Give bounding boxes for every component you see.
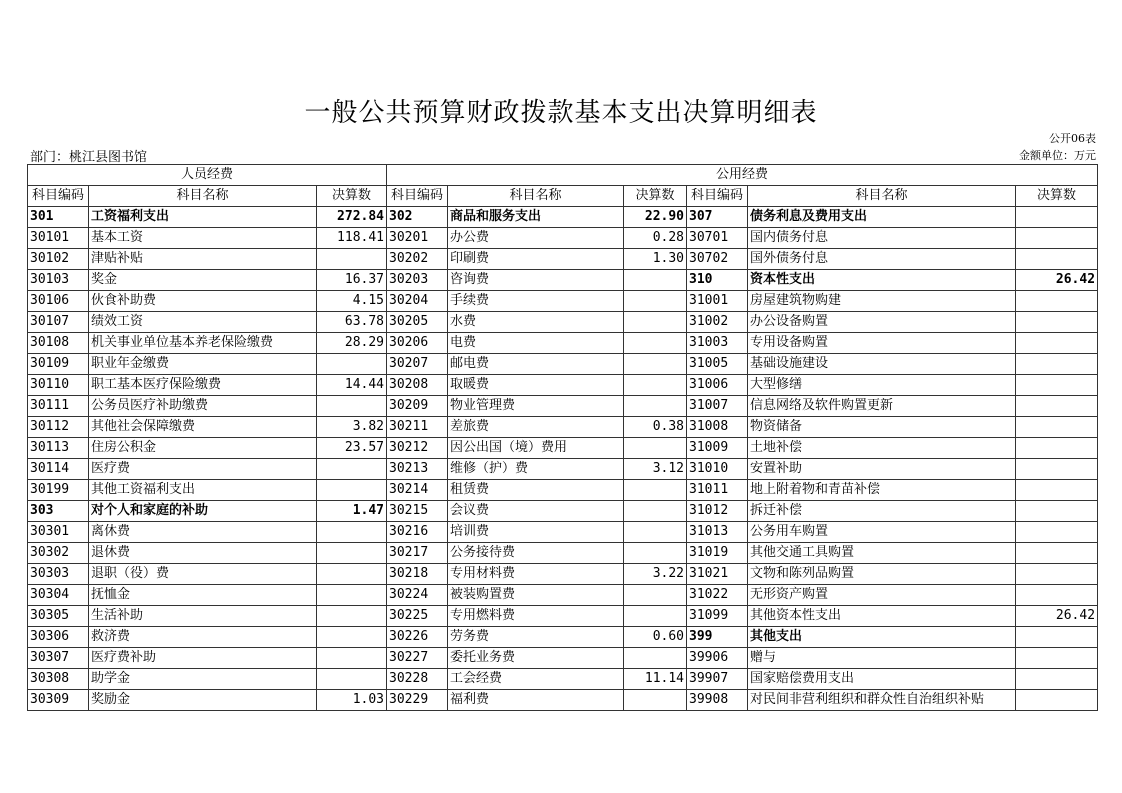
cell-name: 邮电费: [448, 354, 624, 375]
header-amount: 决算数: [317, 186, 387, 207]
cell-code: 30307: [28, 648, 89, 669]
cell-code: 301: [28, 207, 89, 228]
cell-name: 其他支出: [748, 627, 1016, 648]
cell-name: 对个人和家庭的补助: [89, 501, 317, 522]
cell-amount: 0.28: [624, 228, 687, 249]
cell-amount: [317, 585, 387, 606]
cell-code: 30304: [28, 585, 89, 606]
cell-code: 30211: [387, 417, 448, 438]
cell-amount: [1016, 228, 1098, 249]
cell-name: 福利费: [448, 690, 624, 711]
cell-code: 30215: [387, 501, 448, 522]
cell-code: 31022: [687, 585, 748, 606]
table-row: [28, 564, 1098, 585]
cell-amount: [624, 291, 687, 312]
cell-amount: [624, 354, 687, 375]
cell-code: 31019: [687, 543, 748, 564]
cell-amount: [317, 627, 387, 648]
cell-amount: [1016, 564, 1098, 585]
cell-name: 退职（役）费: [89, 564, 317, 585]
cell-code: 30225: [387, 606, 448, 627]
cell-name: 专用设备购置: [748, 333, 1016, 354]
table-row: [28, 312, 1098, 333]
cell-code: 30214: [387, 480, 448, 501]
cell-name: 对民间非营利组织和群众性自治组织补贴: [748, 690, 1016, 711]
cell-amount: [1016, 438, 1098, 459]
cell-code: 31002: [687, 312, 748, 333]
header-amount: 决算数: [624, 186, 687, 207]
table-row: [28, 270, 1098, 291]
cell-code: 30701: [687, 228, 748, 249]
cell-code: 30212: [387, 438, 448, 459]
cell-name: 专用材料费: [448, 564, 624, 585]
table-row: [28, 690, 1098, 711]
cell-name: 公务用车购置: [748, 522, 1016, 543]
cell-code: 31005: [687, 354, 748, 375]
cell-code: 30103: [28, 270, 89, 291]
cell-amount: [624, 312, 687, 333]
cell-amount: [1016, 543, 1098, 564]
header-name: 科目名称: [748, 186, 1016, 207]
cell-name: 劳务费: [448, 627, 624, 648]
cell-name: 委托业务费: [448, 648, 624, 669]
cell-amount: [1016, 690, 1098, 711]
cell-code: 39908: [687, 690, 748, 711]
cell-amount: [624, 480, 687, 501]
cell-name: 国内债务付息: [748, 228, 1016, 249]
cell-code: 30102: [28, 249, 89, 270]
cell-name: 办公设备购置: [748, 312, 1016, 333]
cell-code: 30224: [387, 585, 448, 606]
cell-amount: 0.38: [624, 417, 687, 438]
table-row: [28, 333, 1098, 354]
cell-amount: [624, 585, 687, 606]
cell-amount: [1016, 396, 1098, 417]
cell-amount: [317, 480, 387, 501]
cell-name: 电费: [448, 333, 624, 354]
cell-code: 31013: [687, 522, 748, 543]
cell-amount: [317, 354, 387, 375]
cell-code: 31012: [687, 501, 748, 522]
table-row: [28, 606, 1098, 627]
cell-amount: [317, 543, 387, 564]
cell-code: 30207: [387, 354, 448, 375]
cell-code: 30107: [28, 312, 89, 333]
cell-code: 30309: [28, 690, 89, 711]
cell-name: 被装购置费: [448, 585, 624, 606]
cell-name: 公务接待费: [448, 543, 624, 564]
cell-name: 信息网络及软件购置更新: [748, 396, 1016, 417]
cell-code: 30201: [387, 228, 448, 249]
cell-amount: [1016, 291, 1098, 312]
cell-amount: [317, 522, 387, 543]
cell-amount: [1016, 501, 1098, 522]
cell-code: 30216: [387, 522, 448, 543]
header-code: 科目编码: [28, 186, 89, 207]
cell-amount: [624, 333, 687, 354]
cell-code: 31006: [687, 375, 748, 396]
cell-amount: [1016, 207, 1098, 228]
cell-name: 无形资产购置: [748, 585, 1016, 606]
cell-name: 国外债务付息: [748, 249, 1016, 270]
cell-name: 办公费: [448, 228, 624, 249]
cell-code: 31099: [687, 606, 748, 627]
table-row: [28, 228, 1098, 249]
cell-name: 救济费: [89, 627, 317, 648]
cell-name: 债务利息及费用支出: [748, 207, 1016, 228]
cell-name: 津贴补贴: [89, 249, 317, 270]
cell-code: 302: [387, 207, 448, 228]
cell-amount: 1.30: [624, 249, 687, 270]
cell-amount: 14.44: [317, 375, 387, 396]
column-header-row: [28, 186, 1098, 207]
cell-code: 30114: [28, 459, 89, 480]
cell-code: 30110: [28, 375, 89, 396]
cell-name: 房屋建筑物购建: [748, 291, 1016, 312]
cell-name: 水费: [448, 312, 624, 333]
cell-amount: 63.78: [317, 312, 387, 333]
cell-name: 助学金: [89, 669, 317, 690]
table-row: [28, 207, 1098, 228]
cell-amount: [1016, 354, 1098, 375]
table-row: [28, 501, 1098, 522]
cell-name: 奖金: [89, 270, 317, 291]
cell-amount: 28.29: [317, 333, 387, 354]
cell-name: 取暖费: [448, 375, 624, 396]
cell-amount: 272.84: [317, 207, 387, 228]
cell-amount: [317, 396, 387, 417]
cell-amount: [1016, 627, 1098, 648]
cell-code: 31011: [687, 480, 748, 501]
cell-name: 土地补偿: [748, 438, 1016, 459]
cell-name: 离休费: [89, 522, 317, 543]
cell-amount: [317, 459, 387, 480]
cell-amount: [1016, 375, 1098, 396]
cell-name: 培训费: [448, 522, 624, 543]
unit-label: 金额单位：万元: [1019, 149, 1096, 162]
cell-name: 物资储备: [748, 417, 1016, 438]
table-row: [28, 669, 1098, 690]
cell-name: 抚恤金: [89, 585, 317, 606]
cell-code: 30204: [387, 291, 448, 312]
cell-amount: 118.41: [317, 228, 387, 249]
table-row: [28, 459, 1098, 480]
cell-amount: 23.57: [317, 438, 387, 459]
cell-name: 其他社会保障缴费: [89, 417, 317, 438]
cell-name: 奖励金: [89, 690, 317, 711]
page-title: 一般公共预算财政拨款基本支出决算明细表: [304, 98, 818, 128]
cell-amount: [1016, 669, 1098, 690]
cell-amount: 4.15: [317, 291, 387, 312]
cell-code: 30702: [687, 249, 748, 270]
cell-code: 31010: [687, 459, 748, 480]
cell-name: 文物和陈列品购置: [748, 564, 1016, 585]
cell-code: 39907: [687, 669, 748, 690]
cell-code: 31003: [687, 333, 748, 354]
table-row: [28, 543, 1098, 564]
cell-code: 31009: [687, 438, 748, 459]
cell-code: 30213: [387, 459, 448, 480]
cell-code: 30218: [387, 564, 448, 585]
cell-name: 住房公积金: [89, 438, 317, 459]
cell-code: 30209: [387, 396, 448, 417]
cell-amount: [624, 606, 687, 627]
cell-code: 30308: [28, 669, 89, 690]
cell-name: 绩效工资: [89, 312, 317, 333]
cell-code: 30217: [387, 543, 448, 564]
cell-code: 30109: [28, 354, 89, 375]
cell-amount: 3.12: [624, 459, 687, 480]
cell-code: 30202: [387, 249, 448, 270]
table-row: [28, 417, 1098, 438]
cell-name: 生活补助: [89, 606, 317, 627]
cell-amount: 11.14: [624, 669, 687, 690]
cell-name: 职业年金缴费: [89, 354, 317, 375]
cell-amount: [317, 249, 387, 270]
cell-code: 30226: [387, 627, 448, 648]
cell-name: 资本性支出: [748, 270, 1016, 291]
cell-name: 咨询费: [448, 270, 624, 291]
cell-amount: [317, 669, 387, 690]
cell-code: 30205: [387, 312, 448, 333]
department-label: 部门：桃江县图书馆: [30, 150, 148, 165]
cell-code: 307: [687, 207, 748, 228]
cell-amount: [624, 543, 687, 564]
cell-name: 退休费: [89, 543, 317, 564]
cell-amount: [1016, 459, 1098, 480]
cell-name: 其他工资福利支出: [89, 480, 317, 501]
cell-code: 30306: [28, 627, 89, 648]
table-row: [28, 648, 1098, 669]
header-code: 科目编码: [687, 186, 748, 207]
cell-code: 30206: [387, 333, 448, 354]
cell-name: 会议费: [448, 501, 624, 522]
cell-code: 31007: [687, 396, 748, 417]
cell-amount: [624, 396, 687, 417]
header-code: 科目编码: [387, 186, 448, 207]
form-number: 公开06表: [1049, 132, 1096, 145]
cell-name: 大型修缮: [748, 375, 1016, 396]
cell-amount: [624, 270, 687, 291]
cell-code: 30305: [28, 606, 89, 627]
cell-code: 30208: [387, 375, 448, 396]
cell-code: 30101: [28, 228, 89, 249]
cell-amount: 1.03: [317, 690, 387, 711]
cell-name: 商品和服务支出: [448, 207, 624, 228]
cell-name: 工会经费: [448, 669, 624, 690]
cell-amount: [624, 648, 687, 669]
header-name: 科目名称: [89, 186, 317, 207]
cell-amount: [1016, 312, 1098, 333]
table-row: [28, 354, 1098, 375]
cell-code: 310: [687, 270, 748, 291]
cell-code: 30111: [28, 396, 89, 417]
cell-name: 物业管理费: [448, 396, 624, 417]
cell-name: 维修（护）费: [448, 459, 624, 480]
cell-amount: [1016, 249, 1098, 270]
table-row: [28, 291, 1098, 312]
cell-amount: 1.47: [317, 501, 387, 522]
cell-amount: [1016, 585, 1098, 606]
header-amount: 决算数: [1016, 186, 1098, 207]
cell-code: 30229: [387, 690, 448, 711]
cell-code: 30303: [28, 564, 89, 585]
cell-name: 医疗费补助: [89, 648, 317, 669]
table-row: [28, 249, 1098, 270]
cell-amount: [1016, 417, 1098, 438]
table-row: [28, 585, 1098, 606]
cell-amount: [1016, 333, 1098, 354]
cell-name: 拆迁补偿: [748, 501, 1016, 522]
table-row: [28, 375, 1098, 396]
cell-code: 30301: [28, 522, 89, 543]
cell-code: 30199: [28, 480, 89, 501]
cell-amount: [624, 522, 687, 543]
cell-name: 因公出国（境）费用: [448, 438, 624, 459]
cell-amount: [317, 606, 387, 627]
cell-name: 其他交通工具购置: [748, 543, 1016, 564]
cell-amount: [624, 501, 687, 522]
cell-name: 地上附着物和青苗补偿: [748, 480, 1016, 501]
table-row: [28, 396, 1098, 417]
table-row: [28, 480, 1098, 501]
cell-name: 基础设施建设: [748, 354, 1016, 375]
cell-code: 30106: [28, 291, 89, 312]
cell-amount: [624, 438, 687, 459]
cell-name: 伙食补助费: [89, 291, 317, 312]
cell-code: 399: [687, 627, 748, 648]
cell-name: 赠与: [748, 648, 1016, 669]
cell-name: 差旅费: [448, 417, 624, 438]
table-row: [28, 627, 1098, 648]
cell-name: 公务员医疗补助缴费: [89, 396, 317, 417]
cell-name: 机关事业单位基本养老保险缴费: [89, 333, 317, 354]
cell-amount: 3.22: [624, 564, 687, 585]
cell-code: 31001: [687, 291, 748, 312]
cell-name: 租赁费: [448, 480, 624, 501]
cell-name: 职工基本医疗保险缴费: [89, 375, 317, 396]
cell-code: 31021: [687, 564, 748, 585]
cell-amount: 0.60: [624, 627, 687, 648]
cell-name: 印刷费: [448, 249, 624, 270]
cell-code: 30203: [387, 270, 448, 291]
cell-code: 30113: [28, 438, 89, 459]
group-header-row: [28, 165, 1098, 186]
cell-amount: 26.42: [1016, 606, 1098, 627]
cell-name: 手续费: [448, 291, 624, 312]
cell-code: 30112: [28, 417, 89, 438]
cell-code: 30228: [387, 669, 448, 690]
cell-amount: [624, 375, 687, 396]
cell-code: 303: [28, 501, 89, 522]
cell-amount: [1016, 522, 1098, 543]
cell-code: 30302: [28, 543, 89, 564]
cell-amount: 3.82: [317, 417, 387, 438]
cell-amount: 26.42: [1016, 270, 1098, 291]
cell-amount: 22.90: [624, 207, 687, 228]
cell-name: 专用燃料费: [448, 606, 624, 627]
expenditure-table: [27, 164, 1098, 711]
cell-name: 工资福利支出: [89, 207, 317, 228]
cell-amount: [624, 690, 687, 711]
header-name: 科目名称: [448, 186, 624, 207]
cell-name: 基本工资: [89, 228, 317, 249]
cell-name: 安置补助: [748, 459, 1016, 480]
cell-amount: [317, 564, 387, 585]
cell-amount: 16.37: [317, 270, 387, 291]
group-public: 公用经费: [387, 165, 1098, 186]
cell-amount: [317, 648, 387, 669]
cell-code: 31008: [687, 417, 748, 438]
group-personnel: 人员经费: [28, 165, 387, 186]
cell-name: 国家赔偿费用支出: [748, 669, 1016, 690]
cell-code: 30227: [387, 648, 448, 669]
cell-code: 39906: [687, 648, 748, 669]
cell-name: 医疗费: [89, 459, 317, 480]
cell-amount: [1016, 648, 1098, 669]
table-row: [28, 522, 1098, 543]
cell-code: 30108: [28, 333, 89, 354]
cell-name: 其他资本性支出: [748, 606, 1016, 627]
cell-amount: [1016, 480, 1098, 501]
table-row: [28, 438, 1098, 459]
